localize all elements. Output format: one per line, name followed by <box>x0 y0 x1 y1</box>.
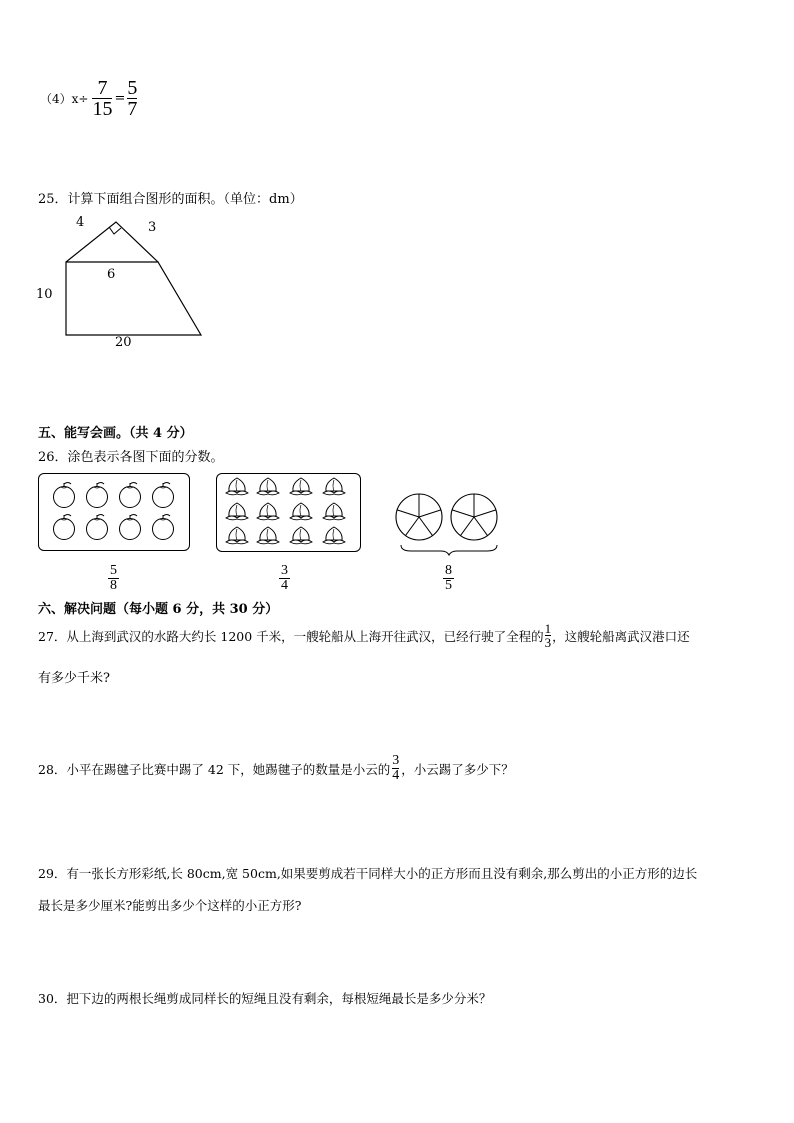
q28-text-a: 28．小平在踢毽子比赛中踢了 42 下，她踢毽子的数量是小云的 <box>38 761 391 777</box>
q25-label-right-leg: 3 <box>148 220 157 235</box>
section-5-heading: 五、能写会画。（共 4 分） <box>38 426 193 441</box>
right-angle-mark <box>109 227 121 234</box>
q25-label-height: 10 <box>36 287 53 302</box>
apple-icon <box>87 483 108 508</box>
q24-4-fraction-2 <box>127 78 137 119</box>
apple-icon <box>153 483 174 508</box>
q27-line-2: 有多少千米? <box>38 671 110 686</box>
apple-icon <box>54 483 75 508</box>
q24-4-prefix: （4）x÷ <box>40 92 89 106</box>
peach-icon <box>257 503 279 520</box>
fraction-denominator: 3 <box>544 635 552 650</box>
fraction-denominator: 4 <box>281 578 288 593</box>
circle-2 <box>451 494 497 540</box>
fraction-denominator: 8 <box>110 578 117 593</box>
fraction-denominator: 15 <box>92 98 113 120</box>
q27-fraction <box>545 622 552 649</box>
fraction-numerator: 3 <box>281 563 288 578</box>
q30-text: 30．把下边的两根长绳剪成同样长的短绳且没有剩余，每根短绳最长是多少分米？ <box>38 991 492 1006</box>
q25-label-left-leg: 4 <box>76 215 85 230</box>
peach-icon <box>323 503 345 520</box>
fraction-denominator: 5 <box>445 578 452 593</box>
apple-icon <box>120 483 141 508</box>
apple-icon <box>87 515 108 540</box>
apple-grid <box>39 474 189 550</box>
peach-grid <box>217 474 360 551</box>
q27-text-a: 27．从上海到武汉的水路大约长 1200 千米，一艘轮船从上海开往武汉，已经行驶了全程的 <box>38 628 544 644</box>
fraction-numerator: 7 <box>97 77 108 99</box>
q24-4-fraction-1 <box>92 78 112 119</box>
q25-title: 25．计算下面组合图形的面积。（单位：dm） <box>38 192 303 207</box>
q29-line-1: 29．有一张长方形彩纸,长 80cm,宽 50cm,如果要剪成若干同样大小的正方形而且没有剩余,那么剪出的小正方形的边长 <box>38 866 698 881</box>
peach-icon <box>290 478 312 495</box>
peach-icon <box>226 478 248 495</box>
fraction-numerator: 5 <box>127 77 138 99</box>
q25-label-top-side: 6 <box>107 267 116 282</box>
circle-pair <box>393 490 503 556</box>
q25-label-base: 20 <box>115 335 132 350</box>
brace <box>401 545 497 555</box>
q25-composite-figure <box>30 210 220 355</box>
fraction-denominator: 4 <box>392 768 400 783</box>
fraction-numerator: 1 <box>544 621 552 636</box>
fraction-denominator: 7 <box>127 98 138 120</box>
peach-icon <box>323 478 345 495</box>
q24-4-equation <box>40 78 137 119</box>
apple-icon <box>153 515 174 540</box>
fraction-numerator: 8 <box>445 563 452 578</box>
q29-line-2: 最长是多少厘米?能剪出多少个这样的小正方形? <box>38 898 302 913</box>
peach-icon <box>290 503 312 520</box>
q26-title: 26．涂色表示各图下面的分数。 <box>38 450 224 465</box>
q28-line <box>38 754 514 783</box>
peach-icon <box>323 527 345 544</box>
apple-fraction <box>108 564 119 593</box>
fraction-numerator: 5 <box>110 563 117 578</box>
circle-1 <box>396 494 442 540</box>
peach-icon <box>257 478 279 495</box>
trapezoid-outline <box>66 262 201 335</box>
q27-text-b: ，这艘轮船离武汉港口还 <box>552 628 690 644</box>
q24-4-equals: = <box>114 91 126 106</box>
peach-fraction <box>279 564 290 593</box>
apple-icon <box>54 515 75 540</box>
section-6-heading: 六、解决问题（每小题 6 分，共 30 分） <box>38 602 279 617</box>
q27-line-1 <box>38 622 690 649</box>
q28-text-b: ，小云踢了多少下？ <box>401 761 514 777</box>
apple-icon <box>120 515 141 540</box>
peach-icon <box>226 527 248 544</box>
apple-box <box>38 473 190 551</box>
peach-icon <box>257 527 279 544</box>
q28-fraction <box>392 754 399 783</box>
circle-fraction <box>443 564 454 593</box>
peach-icon <box>226 503 248 520</box>
peach-box <box>216 473 361 552</box>
fraction-numerator: 3 <box>392 753 400 768</box>
peach-icon <box>290 527 312 544</box>
